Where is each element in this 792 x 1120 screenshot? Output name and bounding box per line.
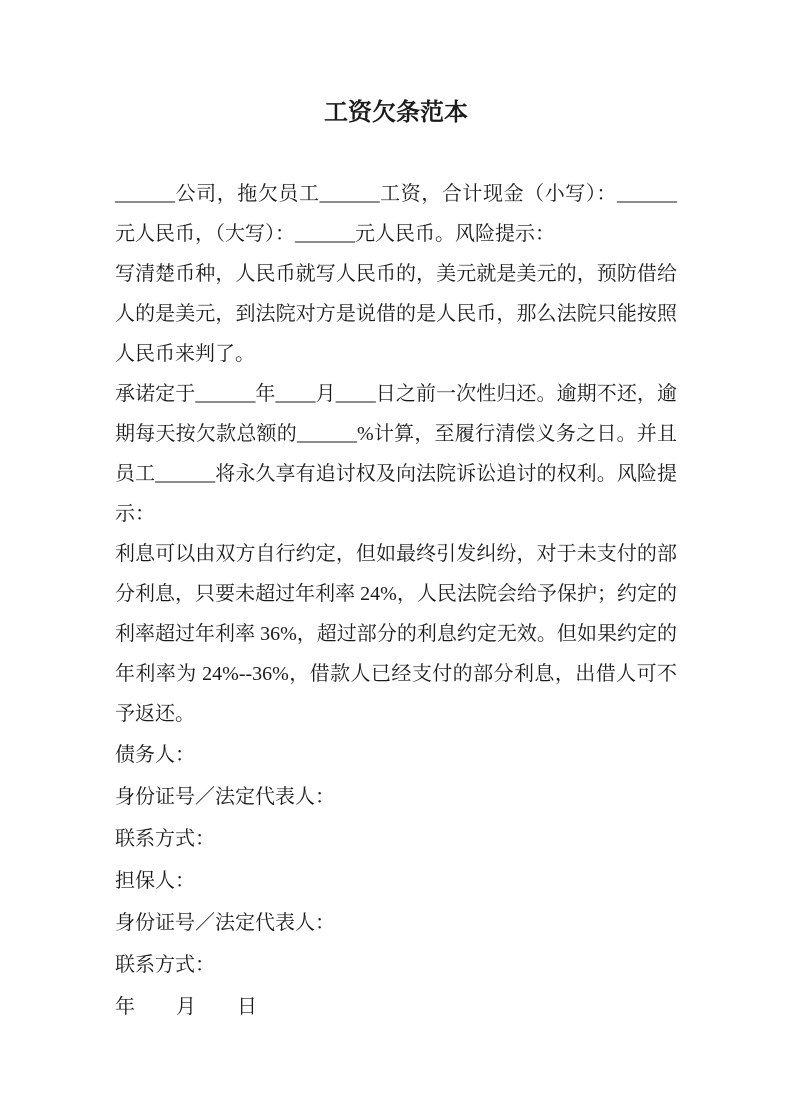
debtor-label: 债务人： — [115, 744, 195, 766]
paragraph-repayment-promise: 承诺定于______年____月____日之前一次性归还。逾期不还，逾期每天按欠款总额的______%计算，至履行清偿义务之日。并且员工______将永久享有追讨权及向法院诉讼追讨的权利。风险提示： — [115, 383, 677, 525]
day-label: 日 — [237, 996, 257, 1018]
date-line — [115, 986, 677, 1028]
year-label: 年 — [115, 996, 135, 1018]
guarantor-contact-label: 联系方式： — [115, 954, 215, 976]
debtor-contact-label: 联系方式： — [115, 828, 215, 850]
debtor-id-label: 身份证号／法定代表人： — [115, 786, 335, 808]
guarantor-label: 担保人： — [115, 870, 195, 892]
paragraph-currency-risk-note: 写清楚币种，人民币就写人民币的，美元就是美元的，预防借给人的是美元，到法院对方是说借的是人民币，那么法院只能按照人民币来判了。 — [115, 263, 677, 365]
paragraph-opening: ______公司，拖欠员工______工资，合计现金（小写）：______元人民币，（大写）：______元人民币。风险提示： — [115, 183, 677, 245]
paragraph-interest-risk-note: 利息可以由双方自行约定，但如最终引发纠纷，对于未支付的部分利息，只要未超过年利率 24%，人民法院会给予保护；约定的利率超过年利率 36%，超过部分的利息约定无效。但如果约定的年利率为 24%--36%，借款人已经支付的部分利息，出借人可不予返还。 — [115, 543, 677, 725]
month-label: 月 — [176, 996, 196, 1018]
document-title: 工资欠条范本 — [324, 100, 468, 126]
guarantor-id-label: 身份证号／法定代表人： — [115, 912, 335, 934]
